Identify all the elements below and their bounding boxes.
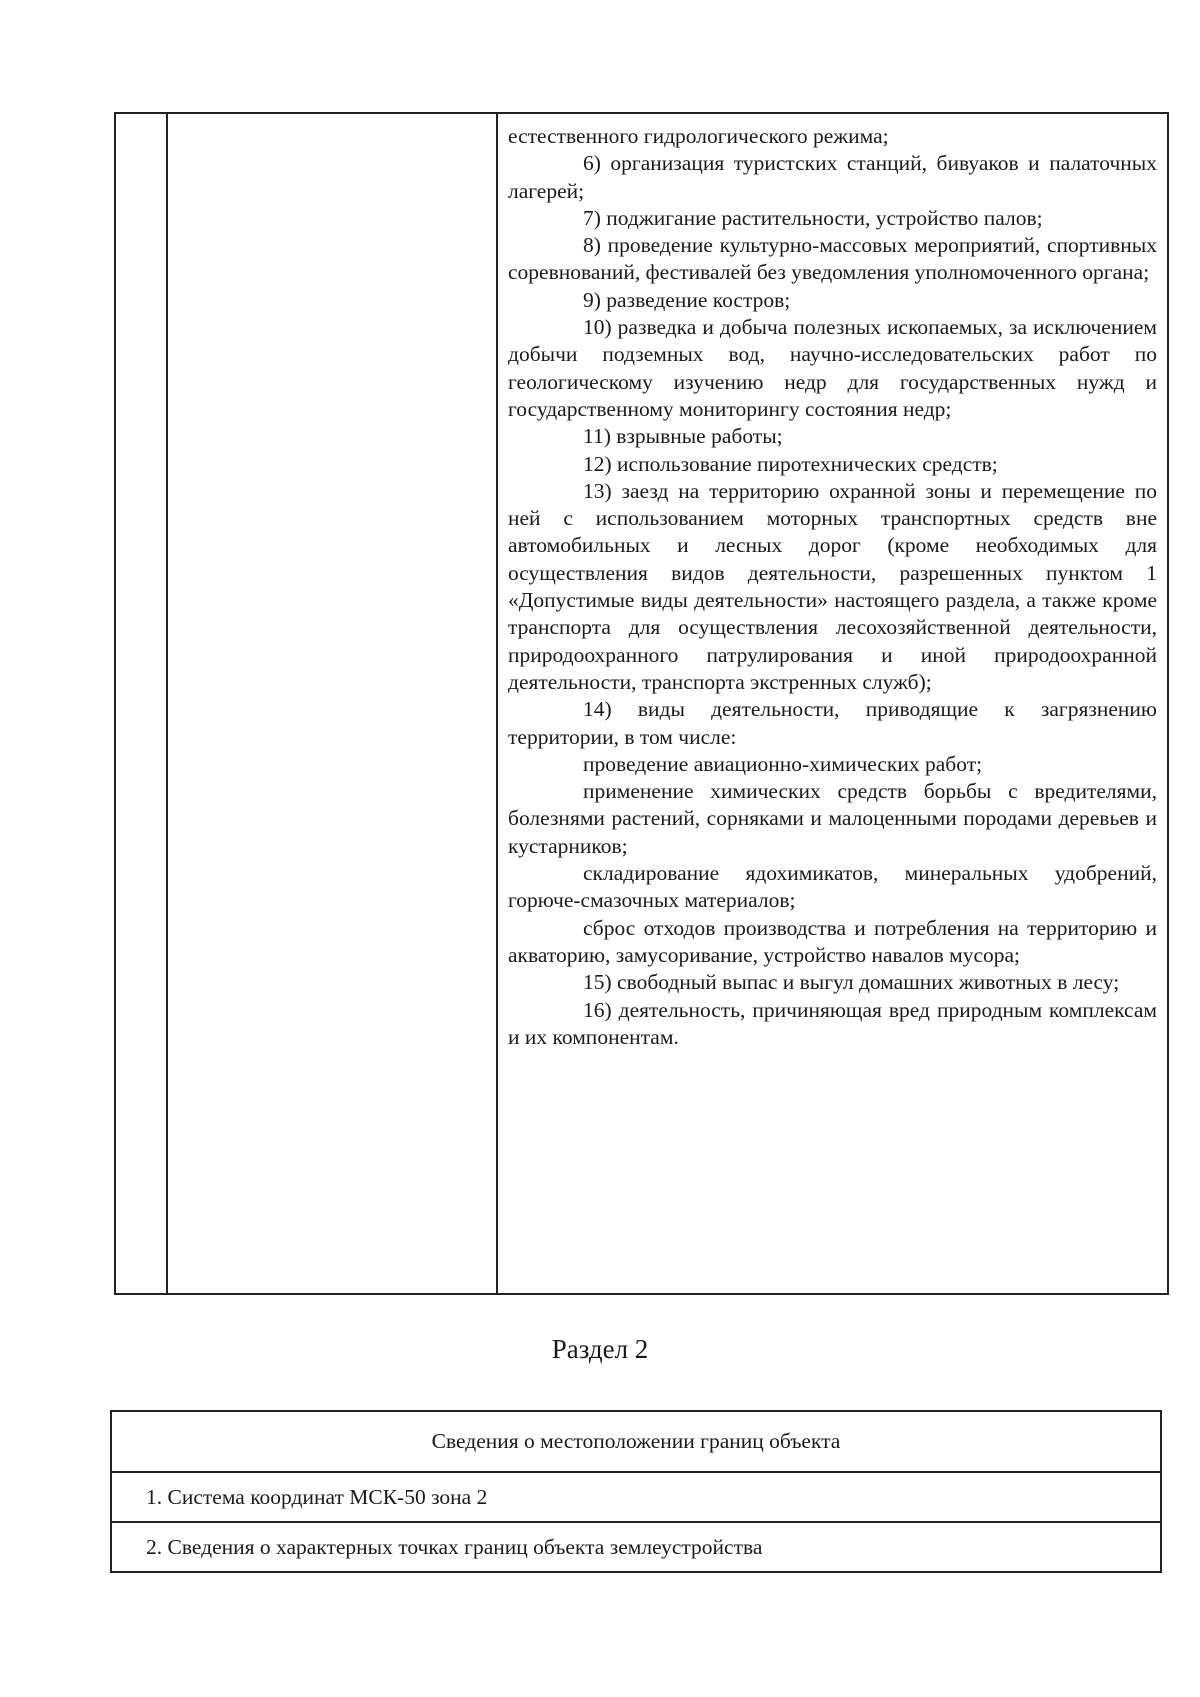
table-cell-number [116,114,168,1293]
paragraph: 14) виды деятельности, приводящие к загрязнению территории, в том числе: [508,697,1157,749]
paragraph: естественного гидрологического режима; [508,124,889,148]
paragraph: 11) взрывные работы; [583,424,783,449]
paragraph: 15) свободный выпас и выгул домашних животных в лесу; [583,970,1120,995]
table-row-coordinate-system: 1. Система координат МСК-50 зона 2 [112,1473,1160,1523]
paragraph: складирование ядохимикатов, минеральных удобрений, горюче-смазочных материалов; [508,861,1157,913]
paragraph: 7) поджигание растительности, устройство палов; [583,205,1043,230]
paragraph: применение химических средств борьбы с вредителями, болезнями растений, сорняками и малоценными породами деревьев и кустарников; [508,779,1157,858]
paragraph: 8) проведение культурно-массовых мероприятий, спортивных соревнований, фестивалей без уведомления уполномоченного органа; [508,233,1157,285]
paragraph: проведение авиационно-химических работ; [583,751,983,776]
paragraph: сброс отходов производства и потребления на территорию и акваторию, замусоривание, устройство навалов мусора; [508,915,1157,967]
table-header: Сведения о местоположении границ объекта [112,1412,1160,1473]
paragraph: 9) разведение костров; [583,287,791,312]
paragraph: 12) использование пиротехнических средств; [583,451,998,476]
restrictions-table [114,112,1169,1295]
table-cell-name [168,114,498,1293]
paragraph: 13) заезд на территорию охранной зоны и перемещение по ней с использованием моторных транспортных средств вне автомобильных и лесных дорог (кроме необходимых для осуществления видов деятельности, разрешенных пунктом 1 «Допустимые виды деятельности» настоящего раздела, а также кроме транспорта для осуществления лесохозяйственной деятельности, природоохранного патрулирования и иной природоохранной деятельности, транспорта экстренных служб); [508,478,1157,694]
table-cell-content [498,114,1167,1293]
table-row-boundary-points: 2. Сведения о характерных точках границ объекта землеустройства [146,1534,763,1559]
boundaries-table [110,1410,1162,1573]
paragraph: 6) организация туристских станций, бивуаков и палаточных лагерей; [508,151,1157,203]
paragraph: 10) разведка и добыча полезных ископаемых, за исключением добычи подземных вод, научно-исследовательских работ по геологическому изучению недр для государственных нужд и государственному мониторингу состояния недр; [508,315,1157,421]
paragraph: 16) деятельность, причиняющая вред природным комплексам и их компонентам. [508,997,1157,1049]
section-title: Раздел 2 [551,1334,649,1364]
